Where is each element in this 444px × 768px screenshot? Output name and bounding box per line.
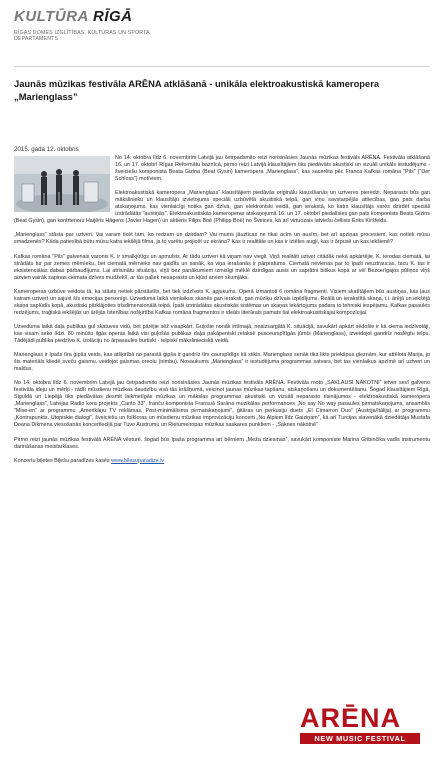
festival-logo xyxy=(300,705,424,745)
logo-name: ARĒNA xyxy=(300,703,402,733)
paragraph-7: Marienglass ir īpašs tīra ģipša veids, kas atšķirībā no parastā ģipša ir gandrīz tīrs caurspīdīgs kā stikls. Marienglass senāk tika likts priekšpus gleznām, kur attēlota Marija, jo šis materiāls kliedē sveču gaismu, veidojot gaismas oreolu (nimbu). Nosaukums „Marienglass” ir iestudējuma programmas satvars, bet tas vienlaikus apzīmē arī uztveri un maldus. xyxy=(14,352,430,373)
tickets-paragraph: Koncertu biļetes Biļešu paradīzes kasēs www.bilesuparadize.lv xyxy=(14,457,165,464)
paragraph-6: Uzveduma laikā daļa publikas gul skatuves vidū, bet pārējie sēž visapkārt. Guļošie nonāk intīmajā, neaizsargātā K. situācijā, savukārt apkārt sēdošie ir kā ciema iedzīvotāji, kas visam seko līdzi. 80 minūšu ilgās operas laikā visi guļošās publikas daļai pakāpeniski relaksē pusceurspītīgās jūmts (Marienglass), izveidojot gandrīz noslēgtu telpu. Tādējādi publika piedzīvo K. izolāciju no ārpasaules burtiski - telpiski mākslinieciskā veidā. xyxy=(14,323,430,344)
paragraph-4: Kafkas romāna "Pils" galvenais varonis K. ir smalkjūtīgs un apmulsis. Ar tādu uztveri kā viņam nav viegli. Viņš realitāti uztver citādāk nekā apkārtējie. K. ierodas ciematā, lai strādātu tur par zemes mērnieku, bet ciematā mērnieks nav gaidīts un sanāk, ka viņa ierašanās ir pārpratums. Ciematā nevienas par to īpaši neuztraucas, tacu K. tas ir eksistenciālas dabas pārbaudījums. Lai atrisinātu situāciju, viņš bez panākumiem izmisīgi mēklē dzirdīgas ausis un saprātni biškus kopā ar vēl Bezcerīgajos pūliņos viņš aizvien vairāk sapinas ciemata dzīves mudžeklī, ar tās paliek nesaprasts un kļūst arvien skumjāks. xyxy=(14,253,430,281)
logo-subtitle: NEW MUSIC FESTIVAL xyxy=(300,733,420,744)
header-divider xyxy=(14,66,430,67)
article-title: Jaunās mūzikas festivāla ARĒNA atklāšanā - unikāla elektroakustiskā kameropera „Marienglass” xyxy=(14,78,380,102)
paragraph-1: No 14. oktobra līdz 6. novembrim Latvijā jau četrpadsmito reizi norisināsies Jaunās mūzikas festivāls ARĒNA. Festivāla atklāšanā 16. un 17. oktobrī Rīgas Reformātu baznīcā, pirmo reizi Latvijā klausītājiem tiks piedāvāts akustiski un vizuāli unikāls iestudējums - šveiciešu komponista Beata Gizina (Beat Gysin) kameropera „Marienglass”, kas sacerēta pēc Franca Kafkas romāna "Pils" ("Der Schloss") motīviem. xyxy=(115,155,430,183)
paragraph-8: No 14. oktobra līdz 6. novembrim Latvijā jau četrpadsmito reizi norisināsies Jaunās mūzikas festivāls ARĒNA. Festivāla moto „SAKLAUSI NĀKOTNI” ietver sevī galveno festivāla ideju un mērķi - rādīt mūsdienu mūzikas daudzību visā tās krāšņumā, veicinot jaunas mūzikas tapšanu, atskaņošanu un dokumentēšanu. Šogad klausītājiem Rīgā, Siguldā un Liepājā tiks piedāvātas desmit laikmetīgās mūzikas un mākslas programmas akustiski un vizuāli neparasto risinājumos - elektroakustiskā kameropera „Marienglass”, Latvijas Radio kora projekts „Canto 33”, franču komponista Fransuā Sarāna muzikālas performances „No say No way pasaules pirmatskaņojums, ansamblis "Mise-en" ar programmu „Amerikāņu TV reklāmas. Post-minimālisma pirmatskaņojumi”, ģitāras un perkusiju duets „El Cimarron Duo” (Austrija/Itālija) ar programmu „Kontrapunkts. Utopiskie dialogi”, šveiciešu un folkloras un mūsdienu mūzikas improvizāciju koncerti „No Alpiem līdz Gaiziņam”, kā arī Turcijas slavenākā dziedātāja Mustafa Doana Dikmena viesošanās koncertleciļā par Tuvo Austrumu un Rietumeiropas mūzikas saskares punktiem - „Saknes nākotnē” xyxy=(14,380,430,429)
department-name: RĪGAS DOMES IZGLĪTĪBAS, KULTŪRAS UN SPORTA DEPARTAMENTS xyxy=(14,30,150,43)
header xyxy=(14,8,430,42)
article-date: 2015. gada 12. oktobris xyxy=(14,146,79,153)
site-logo[interactable] xyxy=(14,8,430,25)
article-body xyxy=(14,155,430,472)
paragraph-5: Kameroperas uzbūve veidota tā, ka stāsts netiek pārstāstīts, bet tiek izdzīvots K. apjukums. Operā izmantoti 6 romāna fragmenti. Visiem skatītājiem būs austiņas, kas ļaus katram uztvert un sajust šīs emocijas personīgi. Uzveduma laikā vienlaikus skanēs gan ieraksti, gan mūziķu dzīvais izpildījums. Reālā un ierakstītā skaņa, t.i. ārējā un iekšējā skaņa saplūdīs kopā, akustiski pārklājoties trīsdimensionālā telpā. Īpaši izstrādātas akustiskās sistēmas un skaņas iekārtojums padara to tehniski iespējamu. Kafkas pasaules redzējums, traģiskā iekšējās un ārējās īstenības nošķirtība Kafkas romāna fragmentos ir ideāls literārais pamats šai elektroakustiskajai kompozīcijai. xyxy=(14,288,430,316)
brand-part2: RĪGĀ xyxy=(93,8,133,25)
paragraph-9: Pirmo reizi jaunās mūzikas festivālā ARĒNA vēsturē, šogad būs īpaša programma arī bērniem „Meža dziesmas”, savukārt komponiste Marina Gribinčika vadīs instrumentu darināšanas meistarklases. xyxy=(14,436,430,450)
paragraph-3: „Marienglass” stāsta par uztveri. Vai varam ticēt tam, ko redzam un dzirdam? Vai mums jāuzticas ne tikai acīm un ausīm, bet arī apziņas procesiem, kas notiek mūsu smadzenēs? Kāda patiesībā būtu mūsu katra iekšējā filma, ja to varētu projicēt uz ekrāna? Kas ir realitāte un kas ir iztēles augļi, kas ir ārpusē un kas iekšienē? xyxy=(14,232,430,246)
paragraph-2: Elektroakustiskā kameropera „Marienglass” klausītājiem piedāvās oriģinālu klausīšanās un uztveres pieredzi. Neparasts būs gan mākslinieku un klausītāju izvietojums speciāli uzbūvētā akustiskā telpā, gan viņu savstarpējās attiecības, gan pats darba atskaņojums, kas vienlaicīgi notiks gan dzīvā, gan elektroniski veidā, gan ierakstā, ko katrs klausītājs varēs dzirdēt speciāli izstrādātās "austiņās". Elektroakustiskās kameroperas atskaņojumā 16. un 17. oktobrī piedalīsies gan pats komponists Beats Gizins (Beat Gysin), gan kontrtenors Haijēris Hāgens (Javier Hagen) un aktieris Filips Boē (Philipp Boë) no Šveices, kā arī virtuozais latviešu čellists Ēriks Kiršfelds. xyxy=(14,190,430,225)
brand-part1: KULTŪRA xyxy=(14,8,93,25)
ticket-link[interactable]: www.bilesuparadize.lv xyxy=(111,457,165,464)
